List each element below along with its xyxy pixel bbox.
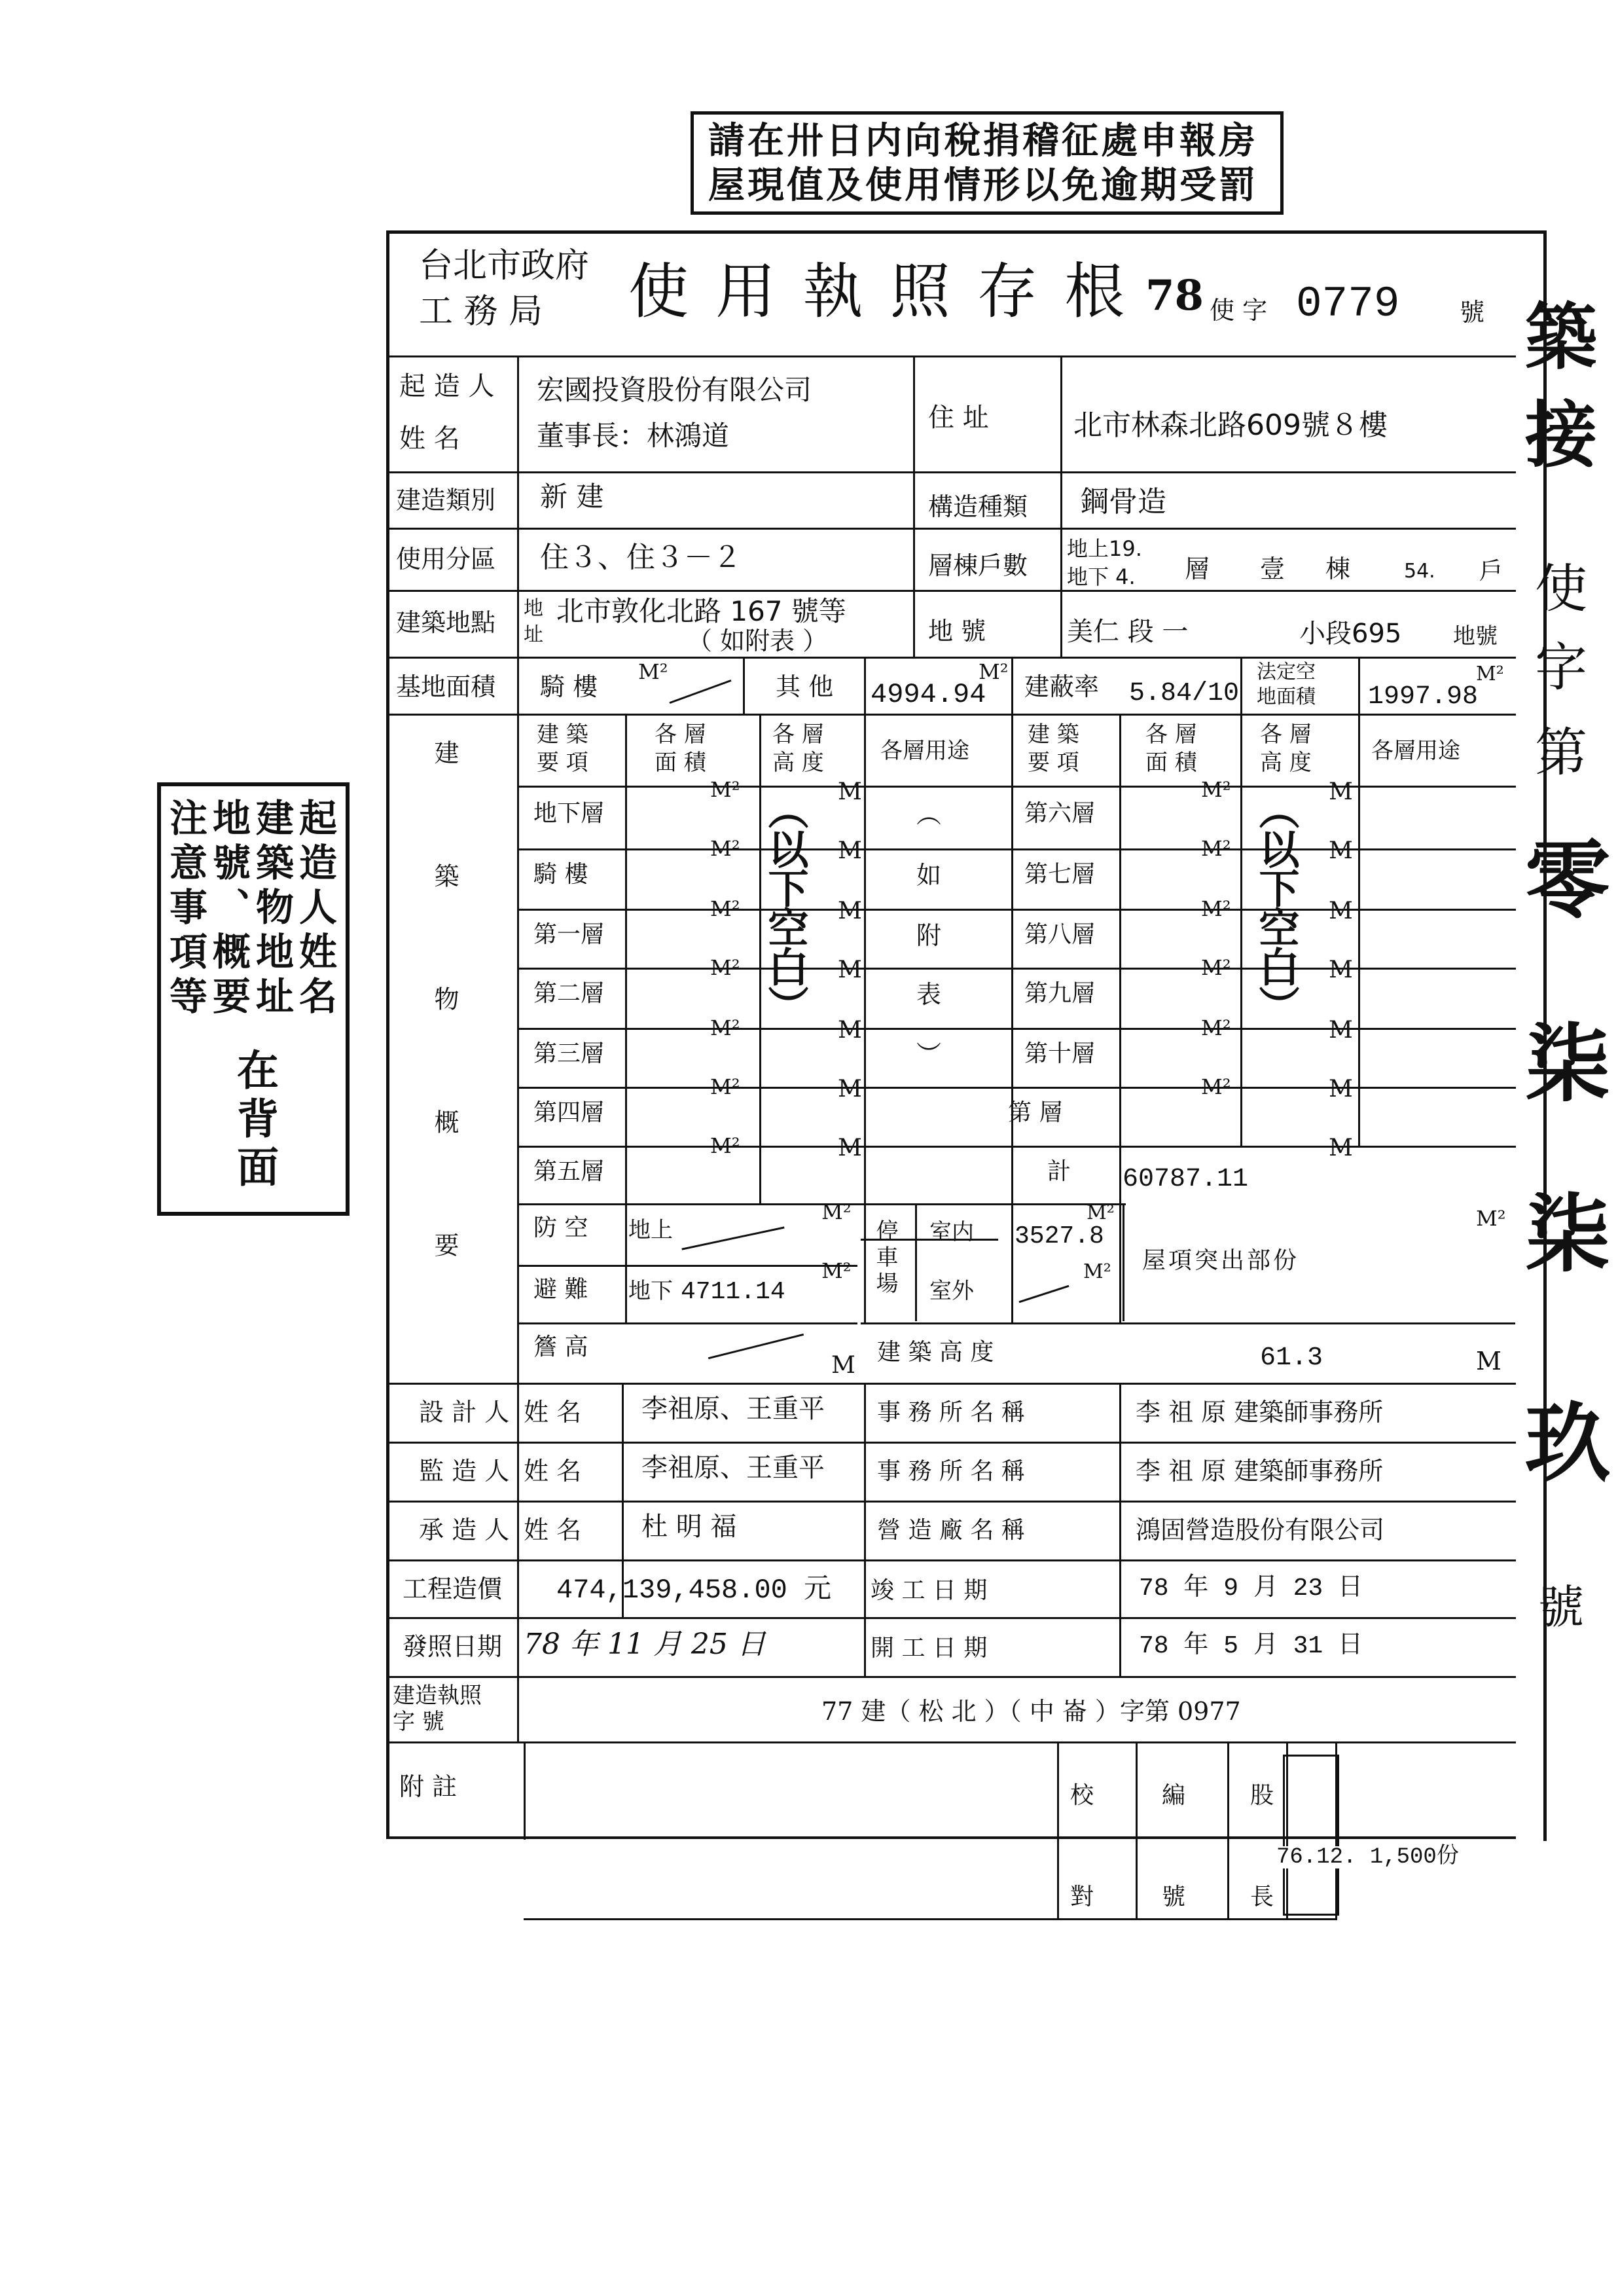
agency-line-2: 工 務 局 [419,292,543,331]
floor-label-4: 第四層 [533,1099,605,1126]
number-word: 號 [1162,1884,1186,1910]
eave-unit: M [831,1352,855,1379]
other-unit: M² [979,659,1009,684]
site-small-2: 址 [524,623,543,646]
unit-m-l6: M [838,1076,862,1102]
contractor-office-label: 營 造 廠 名 稱 [877,1517,1025,1544]
agency-line-1: 台北市政府 [419,246,590,285]
applicant-name-1: 宏國投資股份有限公司 [537,374,812,406]
margin-char-4: 第 [1535,722,1587,783]
floor-label-6: 第六層 [1024,800,1096,827]
site-address: 北市敦化北路 167 號等 [556,595,846,627]
designer-label: 設 計 人 [419,1398,510,1427]
contractor-label: 承 造 人 [419,1516,510,1544]
margin-char-8: 玖 [1525,1393,1611,1493]
unit-m-r1: M [1329,778,1353,805]
header-height-2-right: 高 度 [1260,750,1312,776]
parking-indoor-label: 室内 [929,1219,974,1245]
unit-m-r6: M [1329,1076,1353,1102]
parking-outdoor-label: 室外 [929,1278,974,1304]
notice-line-1: 請在卅日内向稅捐稽征處申報房 [708,119,1258,162]
building-height-label: 建 築 高 度 [877,1339,994,1366]
header-use: 各層用途 [880,738,969,764]
unit-m-l4: M [838,957,862,983]
blank-stamp-right: （以下空白） [1252,789,1300,1025]
margin-char-7: 柒 [1525,1184,1611,1284]
shelter-label-1: 防 空 [533,1214,588,1241]
floor-word: 層 [1185,555,1210,583]
unit-m2-r3: M² [1201,896,1231,921]
permit-year: 78 [1145,271,1204,320]
floor-label-arcade: 騎 樓 [533,861,588,888]
parking-label: 停車場 [872,1219,898,1298]
total-area-value: 60787.11 [1123,1165,1249,1194]
zoning-label: 使用分區 [396,545,496,574]
issue-date-value: 78 年 11 月 25 日 [524,1628,766,1661]
remark-box [524,1741,1337,1920]
floor-label-8: 第八層 [1024,921,1096,948]
parking-indoor-value: 3527.8 [1015,1222,1104,1250]
section-label: 股 [1250,1782,1274,1809]
header-area-1: 各 層 [655,721,706,748]
lot-sub: 小段695 [1299,619,1402,649]
permit-no-value: 77 建（ 松 北 ）（ 中 崙 ）字第 0977 [821,1697,1241,1726]
margin-char-1: 接 [1525,393,1597,477]
unit-m2-l7: M² [710,1133,740,1158]
zoning-value: 住３、住３－２ [540,541,742,574]
designer-name: 李祖原、王重平 [641,1394,825,1424]
chief-label: 長 [1250,1884,1274,1910]
building-word: 棟 [1325,555,1351,583]
cost-label: 工程造價 [403,1575,503,1603]
side-note-stamp [157,782,350,1216]
unit-m2-l2: M² [710,836,740,861]
unit-m2-l5: M² [710,1015,740,1040]
margin-char-5: 零 [1525,830,1611,930]
site-address-2: （ 如附表 ） [687,627,828,655]
shelter-below-unit: M² [821,1258,852,1283]
use-note-0: ︵ [916,800,942,829]
site-small-1: 地 [524,597,543,620]
shelter-below-label: 地下 [628,1278,673,1304]
open-space-unit: M² [1476,663,1504,685]
arcade-label: 騎 樓 [540,672,598,701]
coverage-value: 5.84/10 [1129,679,1240,708]
applicant-address: 北市林森北路609號８樓 [1073,409,1388,442]
unit-m2-r4: M² [1201,955,1231,980]
use-note-4: ︶ [916,1040,942,1069]
header-use-right: 各層用途 [1371,738,1460,764]
page-title: 使 用 執 照 存 根 [628,257,1129,327]
structure-label: 構造種類 [928,492,1028,521]
header-height-1-right: 各 層 [1260,721,1312,748]
building-height-value: 61.3 [1260,1343,1323,1373]
header-area-2-right: 面 積 [1145,750,1197,776]
unit-m2-l1: M² [710,777,740,802]
print-note: 76.12. 1,500份 [1276,1845,1459,1870]
completion-label: 竣 工 日 期 [871,1577,988,1604]
unit-m2-r5: M² [1201,1015,1231,1040]
unit-m2-l4: M² [710,955,740,980]
unit-m2-r1: M² [1201,777,1231,802]
permit-no-label-1: 建造執照 [393,1683,482,1709]
building-side-label: 建築物概要 [430,740,459,1355]
floors-label: 層棟戶數 [928,551,1028,580]
floor-label-7: 第七層 [1024,861,1096,888]
parking-indoor-unit: M² [1087,1201,1115,1224]
applicant-name-2: 董事長：林鴻道 [537,420,730,452]
floor-label-3: 第三層 [533,1040,605,1067]
margin-char-3: 字 [1535,637,1587,698]
issue-date-label: 發照日期 [403,1632,503,1661]
parking-outdoor-unit: M² [1083,1260,1111,1283]
permit-number-suffix: 號 [1460,298,1485,327]
notice-stamp [691,111,1284,215]
contractor-office: 鴻固營造股份有限公司 [1136,1516,1385,1544]
floors-below: 地下 4. [1067,564,1136,589]
remark-label: 附 註 [399,1772,458,1801]
floors-above: 地上19. [1067,536,1142,561]
unit-m-l5: M [838,1017,862,1044]
header-height-2: 高 度 [772,750,824,776]
unit-m-r4: M [1329,957,1353,983]
shelter-label-2: 避 難 [533,1276,588,1303]
header-height-1: 各 層 [772,721,824,748]
unit-m2-l3: M² [710,896,740,921]
supervisor-name-label: 姓 名 [524,1457,582,1485]
header-item-1-right: 建 築 [1028,721,1079,748]
floor-label-basement: 地下層 [533,800,605,827]
seal-box [1283,1755,1339,1916]
unit-m-l3: M [838,898,862,924]
contractor-name-label: 姓 名 [524,1516,582,1544]
other-label: 其 他 [776,672,834,701]
shelter-above-label: 地上 [628,1217,673,1243]
floor-label-1: 第一層 [533,921,605,948]
side-note-col-4: 注意事項等 [163,798,207,1021]
margin-char-2: 使 [1535,558,1587,619]
start-date-value: 78 年 5 月 31 日 [1139,1632,1363,1660]
permit-no-label-2: 字 號 [393,1709,444,1735]
building-count: 壹 [1260,555,1285,583]
shelter-below-value: 4711.14 [681,1278,785,1306]
side-note-col-2: 建築物地址 [249,798,294,1021]
permit-char-label: 使 字 [1210,296,1268,325]
margin-char-0: 築 [1525,295,1597,379]
site-label: 建築地點 [396,608,496,637]
roof-unit: M² [1476,1206,1506,1231]
floor-label-5: 第五層 [533,1158,605,1185]
margin-char-9: 號 [1538,1580,1584,1634]
floor-label-10: 第十層 [1024,1040,1096,1067]
use-note-3: 表 [916,980,942,1009]
structure-value: 鋼骨造 [1080,485,1166,519]
lot-tail: 地號 [1453,623,1498,649]
supervisor-name: 李祖原、王重平 [641,1453,825,1483]
supervisor-office-label: 事 務 所 名 稱 [877,1458,1025,1485]
shelter-above-unit: M² [821,1199,852,1224]
supervisor-label: 監 造 人 [419,1457,510,1485]
unit-m-r7: M [1329,1135,1353,1161]
blank-stamp-left: （以下空白） [761,789,809,1025]
notice-line-2: 屋現值及使用情形以免逾期受罰 [708,164,1258,207]
lot-label: 地 號 [928,617,986,646]
other-value: 4994.94 [871,679,986,710]
fold-label: 對 [1070,1884,1094,1910]
unit-m-r5: M [1329,1017,1353,1044]
designer-office-label: 事 務 所 名 稱 [877,1399,1025,1426]
completion-value: 78 年 9 月 23 日 [1139,1575,1363,1603]
unit-m-l7: M [838,1135,862,1161]
unit-m-r2: M [1329,837,1353,864]
floor-label-n: 第 層 [1008,1099,1063,1126]
side-note-tail: 在背面 [230,1048,279,1194]
unit-count: 54. [1404,560,1435,583]
base-area-label: 基地面積 [396,672,496,701]
total-label: 計 [1047,1158,1071,1185]
unit-word: 戶 [1479,558,1503,585]
applicant-address-label: 住 址 [928,403,989,433]
header-item-2: 要 項 [537,750,588,776]
applicant-label-b: 姓 名 [399,424,460,454]
floor-label-2: 第二層 [533,980,605,1007]
use-note-2: 附 [916,921,942,950]
header-area-1-right: 各 層 [1145,721,1197,748]
build-type-label: 建造類別 [396,486,496,515]
edit-label: 編 [1162,1782,1186,1809]
header-item-2-right: 要 項 [1028,750,1079,776]
start-date-label: 開 工 日 期 [871,1635,988,1662]
lot-section: 美仁 段 一 [1067,617,1189,647]
header-item-1: 建 築 [537,721,588,748]
arcade-unit: M² [638,659,668,684]
designer-office: 李 祖 原 建築師事務所 [1136,1398,1384,1427]
permit-number: 0779 [1296,280,1400,329]
unit-m-l2: M [838,837,862,864]
floor-label-9: 第九層 [1024,980,1096,1007]
open-space-label-2: 地面積 [1257,685,1316,708]
supervisor-office: 李 祖 原 建築師事務所 [1136,1457,1384,1485]
eave-label: 簷 高 [533,1334,588,1360]
roof-label: 屋項突出部份 [1142,1247,1300,1274]
applicant-label-a: 起 造 人 [399,371,495,401]
unit-m-l1: M [838,778,862,805]
contractor-name: 杜 明 福 [641,1512,737,1542]
side-note-col-3: 地號、概要 [206,798,251,1021]
side-note-col-1: 起造人姓名 [293,798,337,1021]
open-space-value: 1997.98 [1368,682,1479,712]
building-height-unit: M [1476,1347,1501,1376]
unit-m2-r2: M² [1201,836,1231,861]
header-area-2: 面 積 [655,750,706,776]
cost-value: 474,139,458.00 元 [556,1575,832,1606]
use-note-1: 如 [916,861,942,890]
margin-char-6: 柒 [1525,1013,1611,1114]
designer-name-label: 姓 名 [524,1398,582,1427]
unit-m-r3: M [1329,898,1353,924]
unit-m2-r6: M² [1201,1074,1231,1099]
build-type-value: 新 建 [540,481,604,513]
coverage-label: 建蔽率 [1024,672,1100,701]
check-label: 校 [1070,1782,1094,1809]
open-space-label-1: 法定空 [1257,661,1316,683]
unit-m2-l6: M² [710,1074,740,1099]
